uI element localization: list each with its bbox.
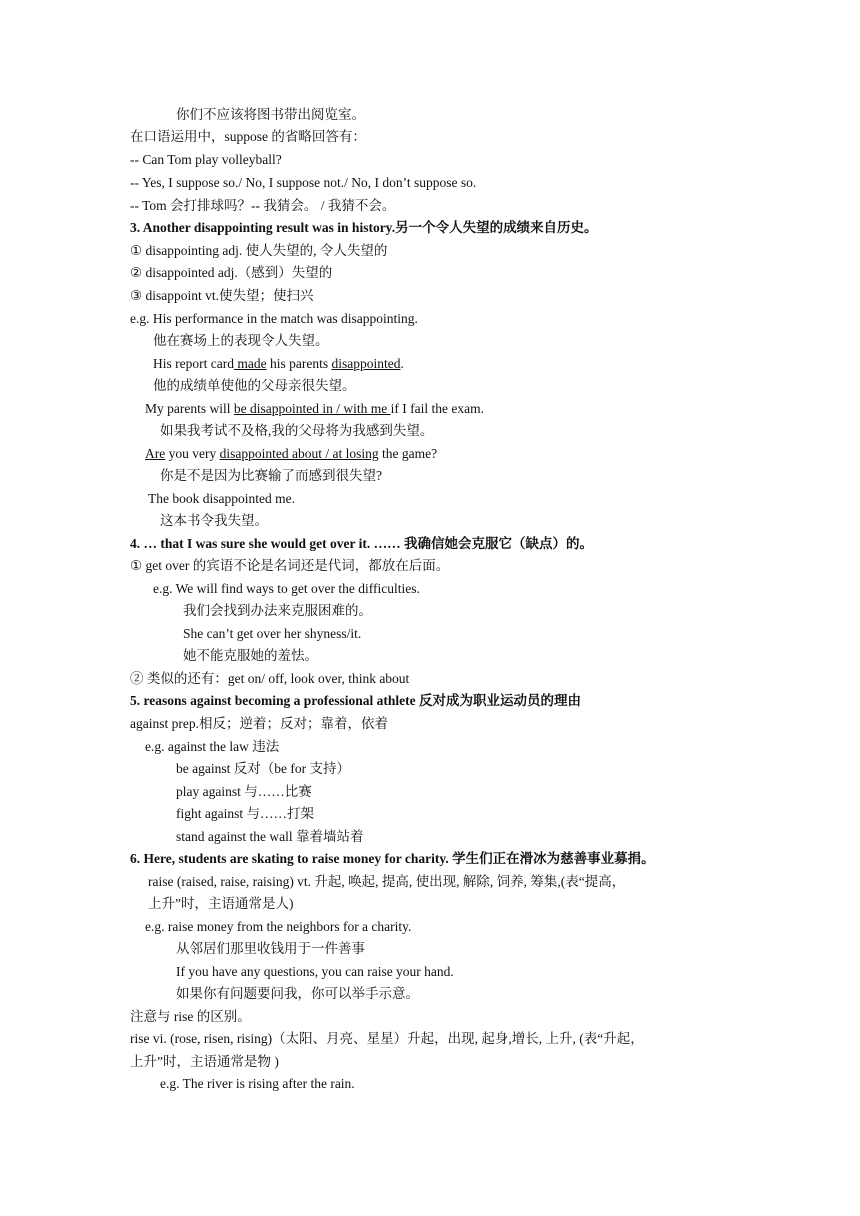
section-heading: 6. Here, students are skating to raise money for charity. 学生们正在滑冰为慈善事业募捐。 (130, 851, 655, 866)
text-line: e.g. The river is rising after the rain. (160, 1076, 355, 1091)
text-line: -- Can Tom play volleyball? (130, 152, 282, 167)
text-line (145, 400, 484, 418)
text-line: 上升”时，主语通常是人) (148, 896, 294, 911)
text-span: My parents will (145, 401, 234, 416)
section-heading: 5. reasons against becoming a professional athlete 反对成为职业运动员的理由 (130, 693, 582, 708)
text-line: e.g. against the law 违法 (145, 739, 280, 754)
text-line: 我们会找到办法来克服困难的。 (183, 603, 372, 618)
text-line: ② disappointed adj.（感到）失望的 (130, 265, 333, 280)
text-line: 他在赛场上的表现令人失望。 (153, 333, 329, 348)
text-line: 如果你有问题要问我，你可以举手示意。 (176, 986, 419, 1001)
text-line: ③ disappoint vt.使失望；使扫兴 (130, 288, 314, 303)
text-line: 从邻居们那里收钱用于一件善事 (176, 941, 365, 956)
text-line: be against 反对（be for 支持） (176, 761, 350, 776)
text-line: rise vi. (rose, risen, rising)（太阳、月亮、星星）升起，出现, 起身,增长, 上升, (表“升起， (130, 1031, 644, 1046)
underlined-text: disappointed (331, 356, 401, 371)
section-heading: 3. Another disappointing result was in history.另一个令人失望的成绩来自历史。 (130, 220, 598, 235)
text-line: 你们不应该将图书带出阅览室。 (176, 107, 365, 122)
text-line: 上升”时，主语通常是物 ) (130, 1054, 279, 1069)
text-line (145, 445, 437, 463)
text-span: His report card (153, 356, 234, 371)
underlined-text: disappointed about / at losing (219, 446, 379, 461)
text-line: ① get over 的宾语不论是名词还是代词，都放在后面。 (130, 558, 450, 573)
text-span: you very (165, 446, 220, 461)
text-span: the game? (378, 446, 438, 461)
text-line: 注意与 rise 的区别。 (130, 1009, 251, 1024)
text-line: play against 与……比赛 (176, 784, 312, 799)
text-line: e.g. His performance in the match was disappointing. (130, 311, 418, 326)
text-line: She can’t get over her shyness/it. (183, 626, 362, 641)
text-line: If you have any questions, you can raise your hand. (176, 964, 454, 979)
text-line: 她不能克服她的羞怯。 (183, 648, 318, 663)
text-line: fight against 与……打架 (176, 806, 314, 821)
text-line: 你是不是因为比赛输了而感到很失望? (160, 468, 382, 483)
text-line: -- Tom 会打排球吗？-- 我猜会。 / 我猜不会。 (130, 198, 396, 213)
underlined-text: made (233, 356, 267, 371)
text-line: against prep.相反；逆着；反对；靠着，依着 (130, 716, 388, 731)
text-span: his parents (266, 356, 332, 371)
section-heading: 4. … that I was sure she would get over it. …… 我确信她会克服它（缺点）的。 (130, 536, 594, 551)
text-line: The book disappointed me. (148, 491, 295, 506)
text-line: 如果我考试不及格,我的父母将为我感到失望。 (160, 423, 434, 438)
text-span: if I fail the exam. (390, 401, 484, 416)
text-line: 他的成绩单使他的父母亲很失望。 (153, 378, 356, 393)
text-line: 这本书令我失望。 (160, 513, 268, 528)
text-line: e.g. raise money from the neighbors for a charity. (145, 919, 412, 934)
text-line: e.g. We will find ways to get over the difficulties. (153, 581, 420, 596)
text-line: ② 类似的还有：get on/ off, look over, think about (130, 671, 410, 686)
text-line: -- Yes, I suppose so./ No, I suppose not./ No, I don’t suppose so. (130, 175, 477, 190)
text-line (153, 355, 404, 373)
underlined-text: be disappointed in / with me (233, 401, 391, 416)
text-line: 在口语运用中，suppose 的省略回答有： (130, 129, 366, 144)
text-line: ① disappointing adj. 使人失望的, 令人失望的 (130, 243, 388, 258)
underlined-text: Are (145, 446, 166, 461)
text-span: . (400, 356, 404, 371)
text-line: stand against the wall 靠着墙站着 (176, 829, 364, 844)
text-line: raise (raised, raise, raising) vt. 升起, 唤起, 提高, 使出现, 解除, 饲养, 筹集,(表“提高， (148, 874, 626, 889)
